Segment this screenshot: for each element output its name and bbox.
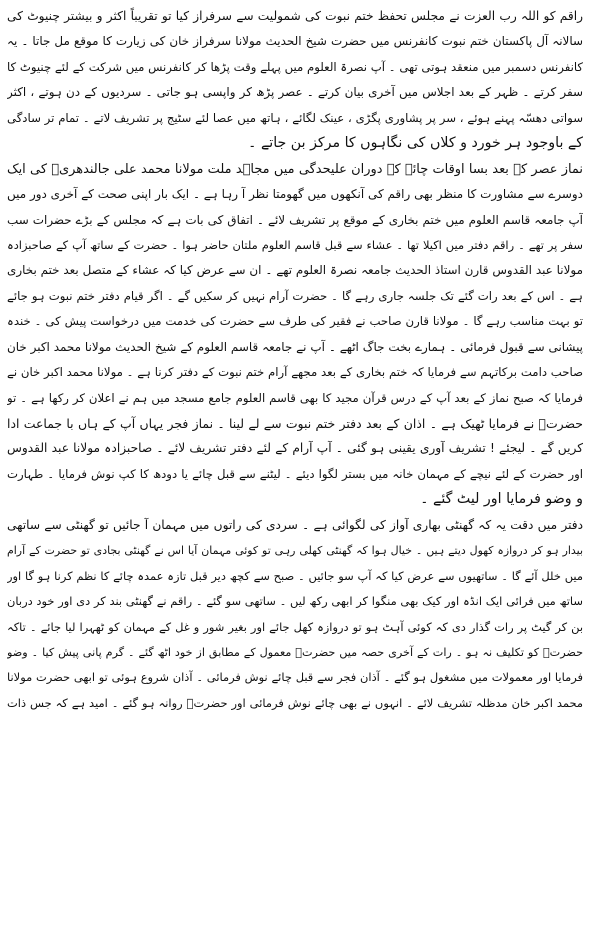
text-line: فرمایا اور معمولات میں مشغول ہو گئے ۔ آذان فجر سے قبل چائے نوش فرمائی ۔ آذان شروع ہوئی تو ابھی حضرت مولانا [7,670,583,685]
text-line: سفر پر تھے ۔ راقم دفتر میں اکیلا تھا ۔ عشاء سے قبل قاسم العلوم ملتان حاضر ہوا ۔ حضرت کے ساتھ آپ کے صاحبزادہ [7,237,583,252]
text-line: و وضو فرمایا اور لیٹ گئے ۔ [420,491,583,508]
text-line: تو بہت مناسب رہے گا ۔ مولانا قارن صاحب نے فقیر کی طرف سے حضرت کی خدمت میں درخواست پیش کی ۔ خندہ [7,314,583,329]
text-line: کریں گے ۔ لیجئے ! تشریف آوری یقینی ہو گئی ۔ آپ آرام کے لئے دفتر تشریف لائے ۔ صاحبزادہ مولانا عبد القدوس [7,441,583,456]
text-line: مولانا عبد القدوس قارن استاذ الحدیث جامعہ نصرۃ العلوم تھے ۔ ان سے عرض کیا کہ عشاء کے متصل بعد ختم بخاری [7,263,583,278]
text-line: سالانہ آل پاکستان ختم نبوت کانفرنس میں حضرت شیخ الحدیث مولانا سرفراز خان کی زیارت کا موقع مل جاتا ۔ یہ [7,34,583,49]
text-line: کے باوجود ہر خورد و کلاں کی نگاہوں کا مرکز بن جاتے ۔ [248,135,583,152]
text-line: محمد اکبر خان مدظلہ تشریف لائے ۔ انہوں نے بھی چائے نوش فرمائی اور حضرتؒ روانہ ہو گئے ۔ امید ہے کہ جس ذات [7,695,583,710]
paragraph-3 [7,513,583,717]
paragraph-1 [7,4,583,157]
text-line: بیدار ہو کر دروازہ کھول دیتے ہیں ۔ خیال ہوا کہ گھنٹی کھلی رہی تو کوئی مہمان آیا اس نے گھنٹی بجادی تو حضرت کے آرام [7,544,583,558]
text-line: آپ جامعہ قاسم العلوم میں ختم بخاری کے موقع پر تشریف لائے ۔ اتفاق کی بات ہے کہ مجلس کے بڑے حضرات سب [7,212,583,227]
text-line: بن کر گیٹ پر رات گذار دی کہ کوئی آہٹ ہو تو دروازہ کھل جائے اور بغیر شور و غل کے مہمان کو ٹھہرا لیا جائے ۔ تاکہ [7,619,583,634]
text-line: ہے ۔ اس کے بعد رات گئے تک جلسہ جاری رہے گا ۔ حضرت آرام نہیں کر سکیں گے ۔ اگر قیام دفتر ختم نبوت ہو جائے [7,288,583,303]
text-line: نماز عصر کے بعد بسا اوقات چائے کے دوران علیحدگی میں مجاہد ملت مولانا محمد علی جالندھریؒ کی ایک [7,161,583,177]
text-line: اور حضرت کے لئے نیچے کے مہمان خانہ میں بستر لگوا دیئے ۔ لیٹنے سے قبل چائے یا دودھ کا کپ نوش فرمایا ۔ طہارت [7,466,583,481]
text-line: صاحب دامت برکاتہم سے فرمایا کہ ختم بخاری کے بعد مجھے آرام ختم نبوت کے دفتر کرنا ہے ۔ مولانا محمد اکبر خان نے [7,365,583,380]
text-line: کانفرنس دسمبر میں منعقد ہوتی تھی ۔ آپ نصرۃ العلوم میں پہلے وقت پڑھا کر کانفرنس میں شرکت کے لئے چنیوٹ کا [7,59,583,74]
text-line: حضرتؒ کو تکلیف نہ ہو ۔ رات کے آخری حصہ میں حضرتؒ معمول کے مطابق از خود اٹھ گئے ۔ گرم پانی پیش کیا ۔ وضو [7,645,583,659]
text-line: پیشانی سے قبول فرمائی ۔ ہمارے بخت جاگ اٹھے ۔ آپ نے جامعہ قاسم العلوم کے شیخ الحدیث مولانا محمد اکبر خان [7,339,583,354]
text-line: راقم کو اللہ رب العزت نے مجلس تحفظ ختم نبوت کی شمولیت سے سرفراز کیا تو تقریباً اکثر و بیشتر چنیوٹ کی [7,9,583,23]
text-line: دوسرے سے مشاورت کا منظر بھی راقم کی آنکھوں میں گھومتا نظر آ رہا ہے ۔ ایک بار اپنی صحت کے آخری دور میں [7,187,583,202]
paragraph-2 [7,157,583,513]
text-line: حضرتؒ نے فرمایا ٹھیک ہے ۔ اذان کے بعد دفتر ختم نبوت سے لے لینا ۔ نماز فجر یہاں آپ کے ہاں با جماعت ادا [7,416,583,431]
text-line: فرمایا کہ صبح نماز کے بعد آپ کے درس قرآن مجید کا بھی قاسم العلوم جامع مسجد میں ہم نے اعلان کر رکھا ہے ۔ تو [7,390,583,405]
text-line: میں خلل آئے گا ۔ ساتھیوں سے عرض کیا کہ آپ سو جائیں ۔ صبح سے کچھ دیر قبل تازہ عمدہ چائے کا نظم کرنا ہو گا اور [7,568,583,583]
text-line: سواتی دھسّہ پہنے ہوئے ، سر پر پشاوری پگڑی ، عینک لگائے ، ہاتھ میں عصا لئے سٹیج پر تشریف لاتے ۔ تمام تر سادگی [7,110,583,125]
text-line: دفتر میں دقت یہ کہ گھنٹی بھاری آواز کی لگوائی ہے ۔ سردی کی راتوں میں مہمان آ جائیں تو گھنٹی سے ساتھی [7,517,583,532]
text-line: ساتھ میں فرائی ایک انڈہ اور کیک بھی منگوا کر ابھی رکھ لیں ۔ ساتھی سو گئے ۔ راقم نے گھنٹی بند کر دی اور خود دربان [7,594,583,609]
text-line: سفر کرتے ۔ ظہر کے بعد اجلاس میں آخری بیان کرتے ۔ عصر پڑھ کر واپسی ہو جاتی ۔ سردیوں کے دن ہوتے ، اکثر [7,85,583,100]
